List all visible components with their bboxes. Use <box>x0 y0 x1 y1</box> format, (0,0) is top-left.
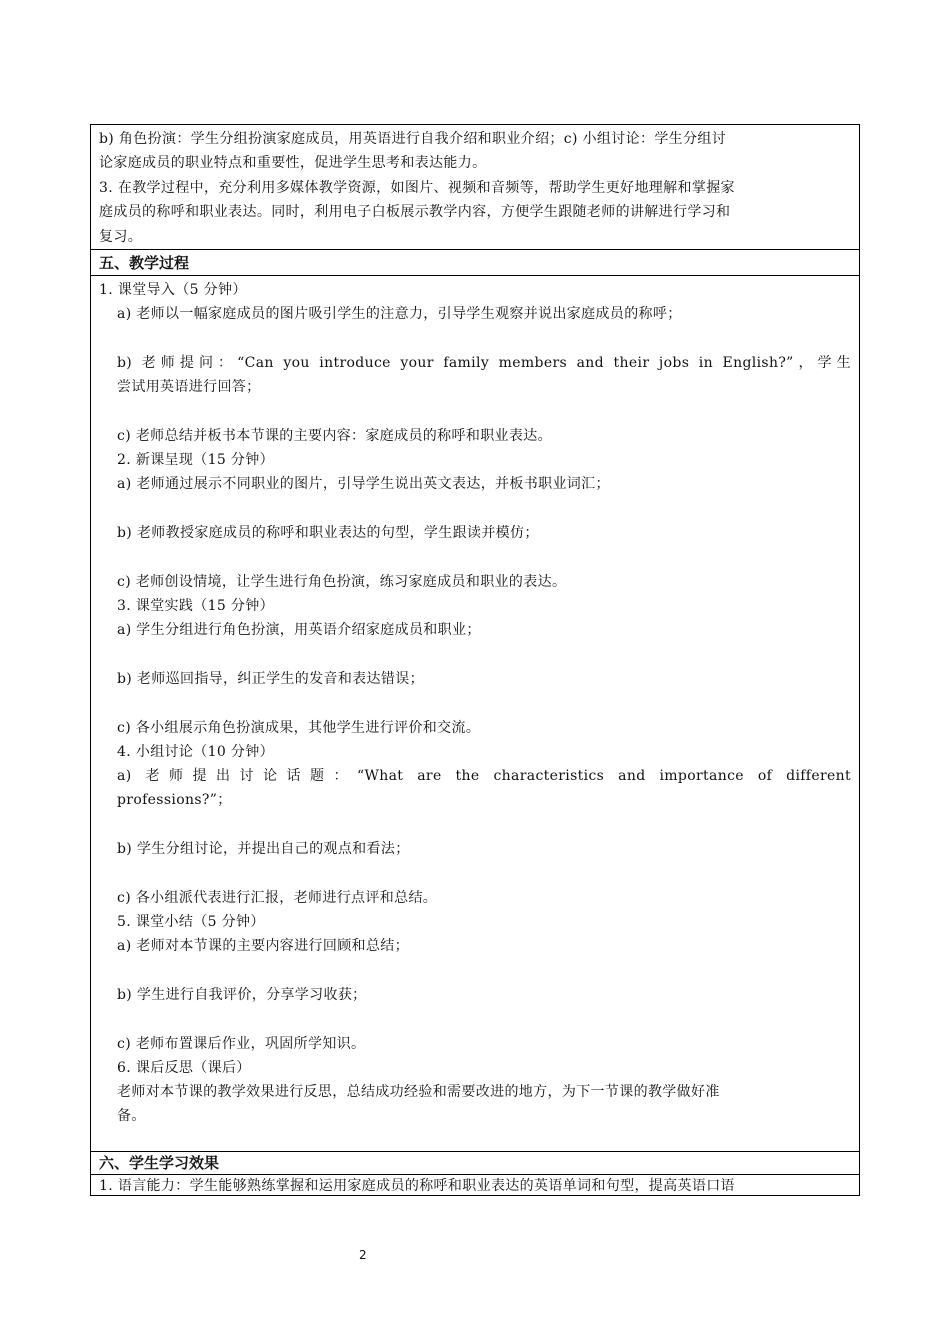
text-line: c) 老师布置课后作业，巩固所学知识。 <box>117 1036 366 1052</box>
text-line: 2. 新课呈现（15 分钟） <box>117 452 274 468</box>
text-line: a) 老师提出讨论话题：“What are the characteristics and importance of different <box>117 768 851 784</box>
text-line: c) 各小组展示角色扮演成果，其他学生进行评价和交流。 <box>117 720 481 736</box>
text-line: b) 学生分组讨论，并提出自己的观点和看法； <box>117 841 410 857</box>
text-line: 1. 语言能力：学生能够熟练掌握和运用家庭成员的称呼和职业表达的英语单词和句型，提高英语口语 <box>99 1178 735 1194</box>
lesson-plan-table <box>90 124 860 1196</box>
text-line: 论家庭成员的职业特点和重要性，促进学生思考和表达能力。 <box>99 155 487 171</box>
text-line: 老师对本节课的教学效果进行反思，总结成功经验和需要改进的地方，为下一节课的教学做好准 <box>117 1084 720 1100</box>
text-line: c) 老师总结并板书本节课的主要内容：家庭成员的称呼和职业表达。 <box>117 428 552 444</box>
text-line: 1. 课堂导入（5 分钟） <box>99 282 247 298</box>
text-line: b) 老师巡回指导，纠正学生的发音和表达错误； <box>117 671 424 687</box>
text-line: a) 老师对本节课的主要内容进行回顾和总结； <box>117 938 409 954</box>
text-line: b) 老师教授家庭成员的称呼和职业表达的句型，学生跟读并模仿； <box>117 525 539 541</box>
text-line: 3. 在教学过程中，充分利用多媒体教学资源，如图片、视频和音频等，帮助学生更好地理解和掌握家 <box>99 180 735 196</box>
text-line: c) 老师创设情境，让学生进行角色扮演，练习家庭成员和职业的表达。 <box>117 574 567 590</box>
text-line: 5. 课堂小结（5 分钟） <box>117 914 265 930</box>
text-line: professions?”； <box>117 792 232 808</box>
section5-content <box>91 275 859 1124</box>
text-line: a) 学生分组进行角色扮演，用英语介绍家庭成员和职业； <box>117 622 481 638</box>
text-line: b) 角色扮演：学生分组扮演家庭成员，用英语进行自我介绍和职业介绍；c) 小组讨论：学生分组讨 <box>99 131 727 147</box>
text-line: 3. 课堂实践（15 分钟） <box>117 598 274 614</box>
row-divider <box>91 1174 859 1175</box>
text-line: 6. 课后反思（课后） <box>117 1060 251 1076</box>
text-line: a) 老师以一幅家庭成员的图片吸引学生的注意力，引导学生观察并说出家庭成员的称呼； <box>117 306 682 322</box>
text-line: 备。 <box>117 1108 146 1124</box>
text-line: 4. 小组讨论（10 分钟） <box>117 744 274 760</box>
page-number: 2 <box>359 1248 367 1262</box>
text-line: b) 老师提问：“Can you introduce your family members and their jobs in English?”，学生 <box>117 355 851 371</box>
text-line: 庭成员的称呼和职业表达。同时，利用电子白板展示教学内容，方便学生跟随老师的讲解进行学习和 <box>99 204 731 220</box>
section4-content <box>91 125 859 249</box>
text-line: a) 老师通过展示不同职业的图片，引导学生说出英文表达，并板书职业词汇； <box>117 476 610 492</box>
row-divider <box>91 249 859 250</box>
text-line: 复习。 <box>99 229 143 245</box>
section6-title: 六、学生学习效果 <box>99 1154 220 1172</box>
text-line: b) 学生进行自我评价，分享学习收获； <box>117 987 367 1003</box>
text-line: c) 各小组派代表进行汇报，老师进行点评和总结。 <box>117 890 438 906</box>
section5-title: 五、教学过程 <box>99 254 190 272</box>
row-divider <box>91 1151 859 1152</box>
text-line: 尝试用英语进行回答； <box>117 379 261 395</box>
